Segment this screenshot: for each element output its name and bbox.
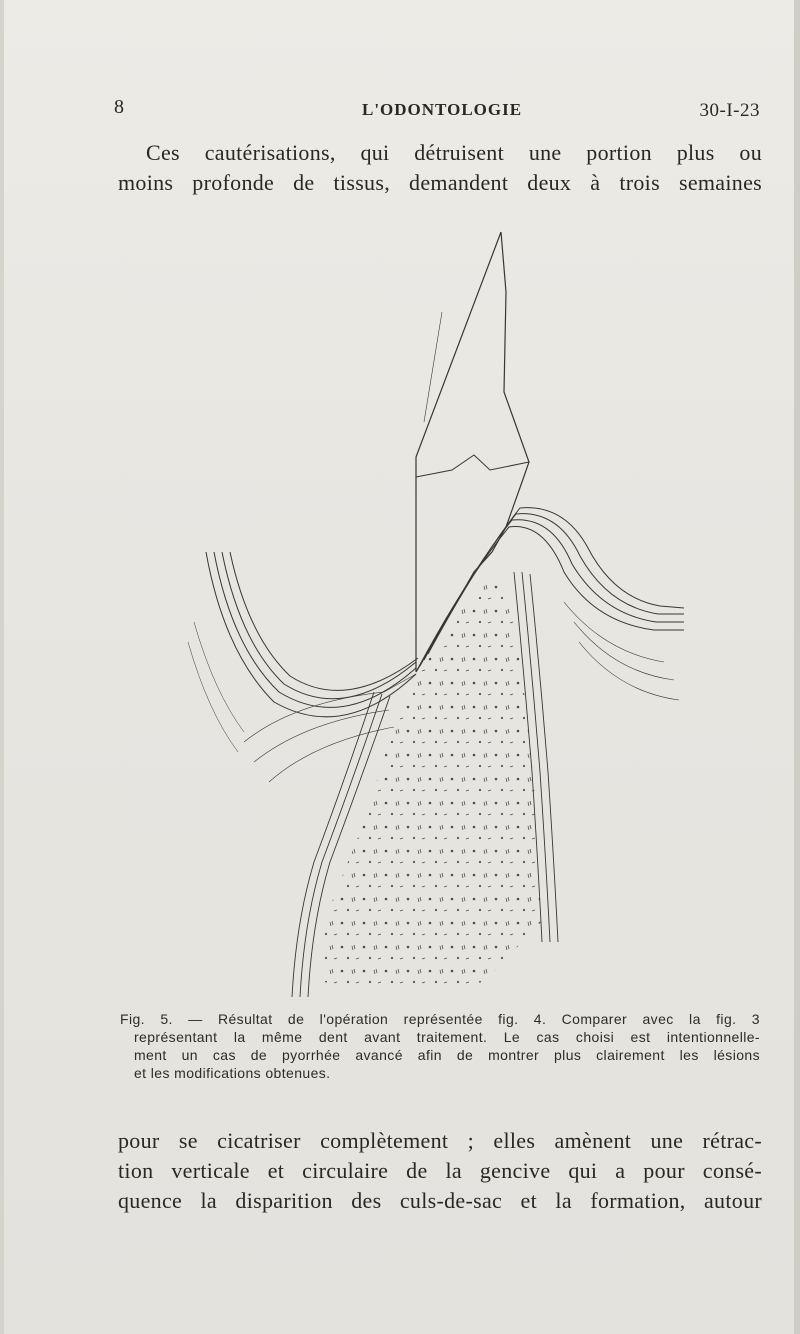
caption-line: Fig. 5. — Résultat de l'opération représentée fig. 4. Comparer avec la fig. 3: [120, 1011, 760, 1027]
text-line: pour se cicatriser complètement ; elles amènent une rétrac-: [118, 1128, 762, 1153]
figure-caption: [120, 1010, 760, 1082]
caption-line: représentant la même dent avant traitement. Le cas choisi est intentionnelle-: [134, 1029, 760, 1045]
body-paragraph-bottom: [118, 1126, 762, 1216]
text-line: moins profonde de tissus, demandent deux à trois semaines: [118, 170, 762, 195]
journal-title: L'ODONTOLOGIE: [362, 100, 523, 119]
tooth-gum-illustration: [184, 222, 704, 1012]
text-line: Ces cautérisations, qui détruisent une portion plus ou: [146, 140, 762, 165]
caption-line: ment un cas de pyorrhée avancé afin de montrer plus clairement les lésions: [134, 1047, 760, 1063]
caption-line: et les modifications obtenues.: [134, 1065, 331, 1081]
bone-region: [324, 577, 541, 992]
issue-date: 30-I-23: [699, 100, 760, 121]
text-line: quence la disparition des culs-de-sac et la formation, autour: [118, 1188, 762, 1213]
body-paragraph-top: [118, 138, 762, 198]
page-number: 8: [114, 96, 124, 118]
running-header: [114, 96, 764, 126]
text-line: tion verticale et circulaire de la gencive qui a pour consé-: [118, 1158, 762, 1183]
